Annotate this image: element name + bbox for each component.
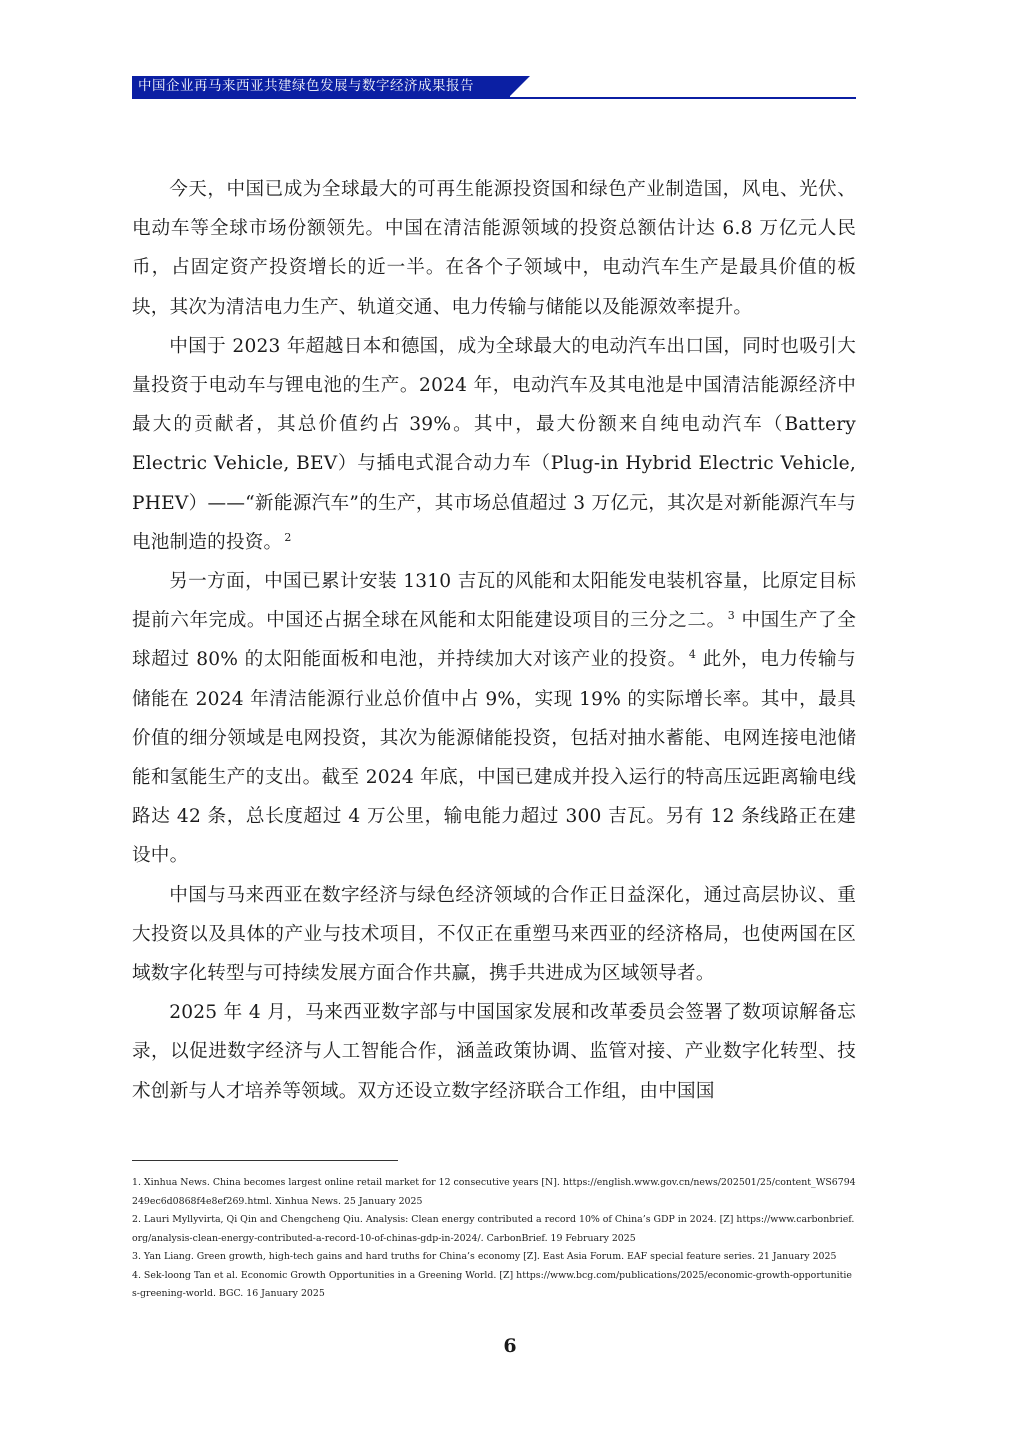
footnote-divider: [132, 1160, 398, 1161]
footnote-ref-2[interactable]: 2: [284, 530, 292, 544]
footnote-1: 1. Xinhua News. China becomes largest online retail market for 12 consecutive years [N]. https://english.www.gov.cn/news/202501/25/content_WS6794249ec6d0868f4e8ef269.html. Xinhua News. 25 January 2025: [132, 1177, 856, 1207]
paragraph-4: 中国与马来西亚在数字经济与绿色经济领域的合作正日益深化，通过高层协议、重大投资以及具体的产业与技术项目，不仅正在重塑马来西亚的经济格局，也使两国在区域数字化转型与可持续发展方面合作共赢，携手共进成为区域领导者。: [132, 884, 856, 985]
report-title: 中国企业再马来西亚共建绿色发展与数字经济成果报告: [138, 78, 474, 94]
footnote-ref-4[interactable]: 4: [688, 648, 697, 662]
paragraph-1: 今天，中国已成为全球最大的可再生能源投资国和绿色产业制造国，风电、光伏、电动车等全球市场份额领先。中国在清洁能源领域的投资总额估计达 6.8 万亿元人民币，占固定资产投资增长的近一半。在各个子领域中，电动汽车生产是最具价值的板块，其次为清洁电力生产、轨道交通、电力传输与储能以及能源效率提升。: [132, 179, 856, 318]
footnote-ref-3[interactable]: 3: [727, 609, 735, 623]
footnote-3: 3. Yan Liang. Green growth, high-tech gains and hard truths for China’s economy [Z]. East Asia Forum. EAF special feature series. 21 January 2025: [132, 1251, 837, 1262]
paragraph-2: 中国于 2023 年超越日本和德国，成为全球最大的电动汽车出口国，同时也吸引大量投资于电动车与锂电池的生产。2024 年，电动汽车及其电池是中国清洁能源经济中最大的贡献者，其总价值约占 39%。其中，最大份额来自纯电动汽车（Battery Electric Vehicle, BEV）与插电式混合动力车（Plug-in Hybrid Electric Vehicle, PHEV）——“新能源汽车”的生产，其市场总值超过 3 万亿元，其次是对新能源汽车与电池制造的投资。 $^2$: [132, 335, 856, 553]
footnote-4: 4. Sek-loong Tan et al. Economic Growth Opportunities in a Greening World. [Z] https://www.bcg.com/publications/2025/economic-growth-opportunities-greening-world. BGC. 16 January 2025: [132, 1269, 852, 1299]
footnotes: [132, 1174, 856, 1304]
page-number: 6: [503, 1335, 517, 1357]
main-text: [132, 170, 856, 1111]
header-bar-arrow: [509, 76, 530, 97]
header-rule: [132, 97, 856, 99]
paragraph-5: 2025 年 4 月，马来西亚数字部与中国国家发展和改革委员会签署了数项谅解备忘录，以促进数字经济与人工智能合作，涵盖政策协调、监管对接、产业数字化转型、技术创新与人才培养等领域。双方还设立数字经济联合工作组，由中国国: [132, 1002, 856, 1102]
footnote-2: 2. Lauri Myllyvirta, Qi Qin and Chengcheng Qiu. Analysis: Clean energy contributed a record 10% of China’s GDP in 2024. [Z] https://www.carbonbrief.org/analysis-clean-energy-contributed-a-record-10-of-chinas-gdp-in-2024/. CarbonBrief. 19 February 2025: [132, 1214, 855, 1244]
paragraph-3: 另一方面，中国已累计安装 1310 吉瓦的风能和太阳能发电装机容量，比原定目标提前六年完成。中国还占据全球在风能和太阳能建设项目的三分之二。 $^3$ 中国生产了全球超过 80% 的太阳能面板和电池，并持续加大对该产业的投资。 $^4$ 此外，电力传输与储能在 2024 年清洁能源行业总价值中占 9%，实现 19% 的实际增长率。其中，最具价值的细分领域是电网投资，其次为能源储能投资，包括对抽水蓄能、电网连接电池储能和氢能生产的支出。截至 2024 年底，中国已建成并投入运行的特高压远距离输电线路达 42 条，总长度超过 4 万公里，输电能力超过 300 吉瓦。另有 12 条线路正在建设中。: [132, 571, 856, 867]
